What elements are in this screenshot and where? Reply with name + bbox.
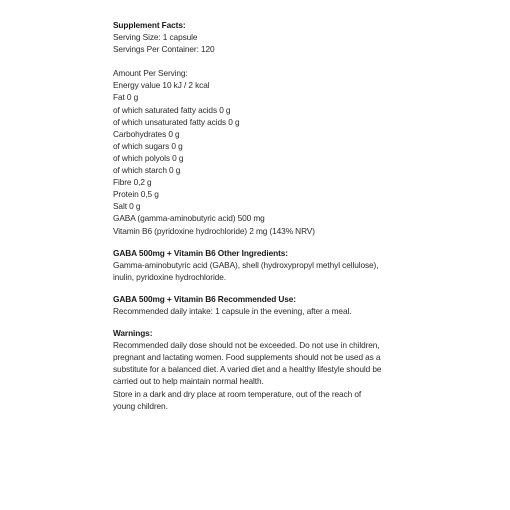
recommended-use-section (113, 293, 453, 317)
warnings-line: pregnant and lactating women. Food supplements should not be used as a (113, 352, 381, 363)
recommended-use-text: Recommended daily intake: 1 capsule in the evening, after a meal. (113, 305, 352, 316)
amount-per-serving-section (113, 67, 453, 236)
nutrition-row: Protein 0,5 g (113, 189, 159, 200)
amount-per-serving-header: Amount Per Serving: (113, 68, 188, 79)
warnings-section (113, 327, 453, 412)
recommended-use-title: GABA 500mg + Vitamin B6 Recommended Use: (113, 293, 296, 304)
nutrition-row: Vitamin B6 (pyridoxine hydrochloride) 2 mg (143% NRV) (113, 225, 315, 236)
nutrition-row: Energy value 10 kJ / 2 kcal (113, 80, 210, 91)
nutrition-row: of which starch 0 g (113, 165, 181, 176)
nutrition-row: Carbohydrates 0 g (113, 128, 180, 139)
other-ingredients-section (113, 247, 453, 283)
ingredients-line: Gamma-aminobutyric acid (GABA), shell (hydroxypropyl methyl cellulose), (113, 259, 379, 270)
nutrition-row: of which unsaturated fatty acids 0 g (113, 116, 240, 127)
storage-line: Store in a dark and dry place at room temperature, out of the reach of (113, 388, 362, 399)
nutrition-row: GABA (gamma-aminobutyric acid) 500 mg (113, 213, 265, 224)
supplement-label-document (113, 19, 453, 412)
spacer (113, 237, 453, 247)
nutrition-row: of which polyols 0 g (113, 152, 184, 163)
warnings-line: Recommended daily dose should not be exceeded. Do not use in children, (113, 340, 380, 351)
spacer (113, 55, 453, 67)
warnings-line: carried out to help maintain normal health. (113, 376, 264, 387)
serving-size: Serving Size: 1 capsule (113, 32, 198, 43)
nutrition-row: of which saturated fatty acids 0 g (113, 104, 231, 115)
nutrition-row: Fat 0 g (113, 92, 139, 103)
nutrition-row: Salt 0 g (113, 201, 141, 212)
nutrition-row: Fibre 0,2 g (113, 177, 152, 188)
warnings-title: Warnings: (113, 328, 153, 339)
spacer (113, 283, 453, 293)
nutrition-row: of which sugars 0 g (113, 140, 183, 151)
supplement-facts-section (113, 19, 453, 55)
servings-per-container: Servings Per Container: 120 (113, 44, 215, 55)
ingredients-line: inulin, pyridoxine hydrochloride. (113, 271, 226, 282)
storage-line: young children. (113, 400, 168, 411)
spacer (113, 317, 453, 327)
other-ingredients-title: GABA 500mg + Vitamin B6 Other Ingredients: (113, 247, 288, 258)
warnings-line: substitute for a balanced diet. A varied diet and a healthy lifestyle should be (113, 364, 382, 375)
supplement-facts-title: Supplement Facts: (113, 20, 186, 30)
